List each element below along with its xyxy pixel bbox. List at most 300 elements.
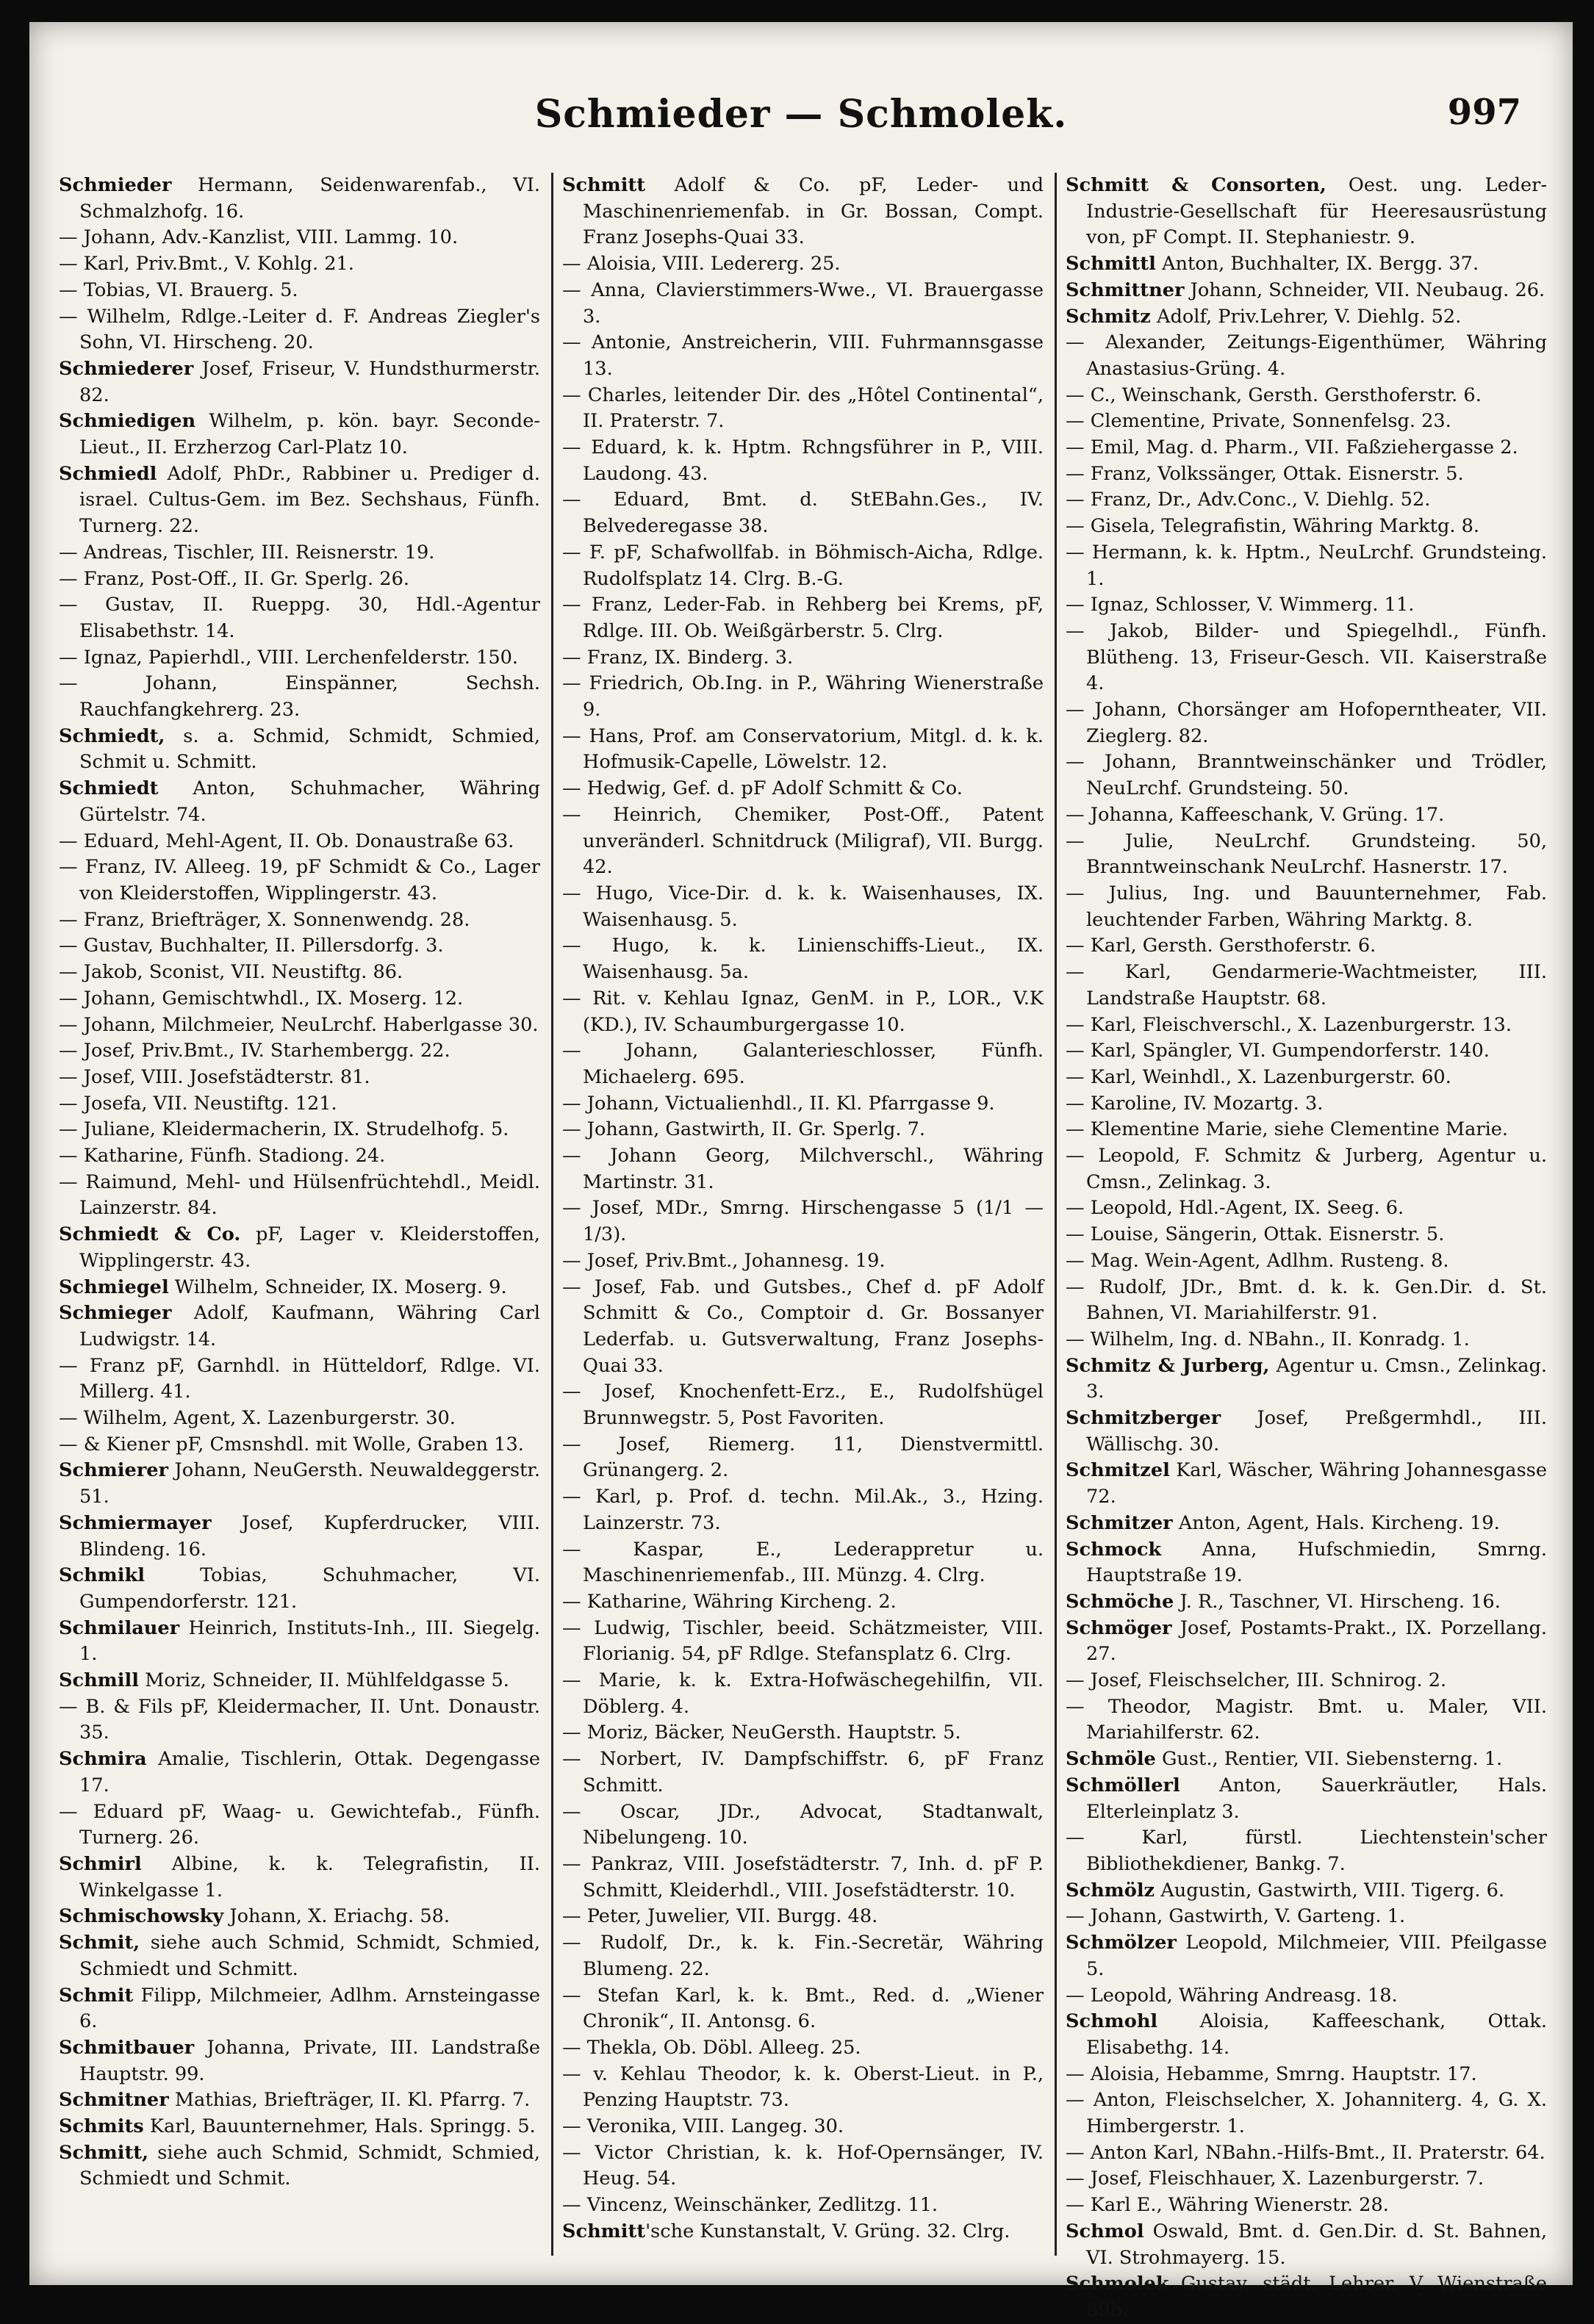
directory-entry <box>1066 2087 1547 2140</box>
entry-surname: Schmill <box>59 1669 139 1692</box>
entry-text: Gust., Rentier, VII. Siebensterng. 1. <box>1155 1748 1503 1771</box>
directory-entry <box>562 1852 1044 1904</box>
entry-text: — Anton, Fleischselcher, X. Johanniterg. 4, G. X. Himbergerstr. 1. <box>1066 2089 1547 2138</box>
directory-entry <box>59 1799 540 1852</box>
entry-text: Josef, Friseur, V. Hundsthurmerstr. 82. <box>79 357 540 406</box>
directory-entry <box>562 1117 1044 1143</box>
entry-text: — Johann, Galanterieschlosser, Fünfh. Michaelerg. 695. <box>562 1040 1044 1088</box>
directory-entry <box>59 1668 540 1694</box>
directory-entry <box>1066 960 1547 1012</box>
directory-entry <box>59 2035 540 2087</box>
directory-entry <box>59 1616 540 1668</box>
directory-entry <box>1066 1195 1547 1222</box>
entry-text: — Kaspar, E., Lederappretur u. Maschinenriemenfab., III. Münzg. 4. Clrg. <box>562 1538 1044 1587</box>
entry-text: — Karl E., Währing Wienerstr. 28. <box>1066 2194 1389 2217</box>
directory-entry <box>562 933 1044 985</box>
directory-entry <box>59 1694 540 1746</box>
entry-text: — Raimund, Mehl- und Hülsenfrüchtehdl., Meidl. Lainzerstr. 84. <box>59 1170 540 1220</box>
entry-text: — Aloisia, VIII. Ledererg. 25. <box>562 253 841 276</box>
directory-entry <box>1066 1012 1547 1039</box>
directory-entry <box>59 1746 540 1799</box>
directory-entry <box>1066 330 1547 382</box>
entry-text: — Vincenz, Weinschänker, Zedlitzg. 11. <box>562 2194 938 2217</box>
entry-text: — Johann, Einspänner, Sechsh. Rauchfangkehrerg. 23. <box>59 672 540 722</box>
directory-entry <box>1066 1117 1547 1143</box>
entry-text: — Wilhelm, Agent, X. Lazenburgerstr. 30. <box>59 1407 456 1430</box>
directory-entry <box>562 1930 1044 1982</box>
directory-entry <box>59 986 540 1012</box>
entry-text: — Katharine, Währing Kircheng. 2. <box>562 1590 897 1613</box>
entry-text: — Leopold, F. Schmitz & Jurberg, Agentur u. Cmsn., Zelinkag. 3. <box>1066 1145 1547 1193</box>
directory-entry <box>1066 304 1547 331</box>
entry-text: — Aloisia, Hebamme, Smrng. Hauptstr. 17. <box>1066 2062 1477 2085</box>
entry-text: — Johann, Gastwirth, V. Garteng. 1. <box>1066 1905 1406 1928</box>
entry-surname: Schmitt & Consorten, <box>1066 174 1326 196</box>
entry-text: — Josef, MDr., Smrng. Hirschengasse 5 (1/1 — 1/3). <box>562 1197 1044 1246</box>
entry-surname: Schmiedt & Co. <box>59 1223 241 1246</box>
entry-text: — Josefa, VII. Neustiftg. 121. <box>59 1092 337 1115</box>
entry-surname: Schmöche <box>1066 1590 1174 1613</box>
entry-text: — B. & Fils pF, Kleidermacher, II. Unt. Donaustr. 35. <box>59 1695 540 1744</box>
entry-text: — Franz, Briefträger, X. Sonnenwendg. 28. <box>59 908 470 931</box>
entry-text: — Hugo, k. k. Linienschiffs-Lieut., IX. Waisenhausg. 5a. <box>562 935 1044 984</box>
entry-text: — Hugo, Vice-Dir. d. k. k. Waisenhauses, IX. Waisenhausg. 5. <box>562 882 1044 931</box>
entry-text: Mathias, Briefträger, II. Kl. Pfarrg. 7. <box>168 2089 531 2112</box>
entry-text: — Moriz, Bäcker, NeuGersth. Hauptstr. 5. <box>562 1722 961 1744</box>
entry-surname: Schmitzberger <box>1066 1407 1221 1430</box>
entry-surname: Schmiederer <box>59 357 194 380</box>
entry-text: siehe auch Schmid, Schmidt, Schmied, Schmiedt und Schmit. <box>79 2141 540 2190</box>
directory-entry <box>59 671 540 723</box>
directory-entry <box>1066 1275 1547 1327</box>
entry-surname: Schmohl <box>1066 2010 1158 2033</box>
directory-entry <box>562 802 1044 881</box>
entry-surname: Schmilauer <box>59 1616 180 1639</box>
directory-entry <box>1066 173 1547 251</box>
entry-text: — Pankraz, VIII. Josefstädterstr. 7, Inh. d. pF P. Schmitt, Kleiderhdl., VIII. Josefstädterstr. 10. <box>562 1853 1044 1902</box>
directory-entry <box>562 2219 1044 2245</box>
entry-text: — Karl, Fleischverschl., X. Lazenburgerstr. 13. <box>1066 1013 1512 1036</box>
entry-text: — Josef, Fleischselcher, III. Schnirog. 2. <box>1066 1669 1447 1692</box>
entry-text: Anna, Hufschmiedin, Smrng. Hauptstraße 19. <box>1086 1538 1547 1587</box>
entry-surname: Schmiedt, <box>59 724 165 747</box>
entry-text: Adolf & Co. pF, Leder- und Maschinenriemenfab. in Gr. Bossan, Compt. Franz Josephs-Quai 33. <box>583 174 1044 249</box>
directory-entry <box>1066 749 1547 802</box>
directory-entry <box>1066 933 1547 960</box>
entry-surname: Schmieder <box>59 174 172 196</box>
entry-text: — Wilhelm, Rdlge.-Leiter d. F. Andreas Ziegler's Sohn, VI. Hirscheng. 20. <box>59 305 540 354</box>
directory-entry <box>1066 1773 1547 1825</box>
entry-surname: Schmira <box>59 1748 147 1771</box>
entry-text: — Josef, Fleischhauer, X. Lazenburgerstr. 7. <box>1066 2167 1484 2190</box>
directory-entry <box>59 278 540 304</box>
directory-entry <box>59 409 540 461</box>
entry-text: — Hans, Prof. am Conservatorium, Mitgl. d. k. k. Hofmusik-Capelle, Löwelstr. 12. <box>562 724 1044 774</box>
directory-entry <box>59 1091 540 1118</box>
directory-entry <box>562 1248 1044 1275</box>
entry-text: — Johann, Adv.-Kanzlist, VIII. Lammg. 10. <box>59 226 459 249</box>
entry-text: — Andreas, Tischler, III. Reisnerstr. 19. <box>59 541 435 564</box>
directory-entry <box>562 435 1044 487</box>
directory-entry <box>59 1222 540 1274</box>
directory-entry <box>1066 1065 1547 1091</box>
entry-surname: Schmikl <box>59 1564 145 1587</box>
directory-page <box>29 22 1573 2321</box>
entry-surname: Schmölzer <box>1066 1932 1177 1954</box>
entry-text: — Anna, Clavierstimmers-Wwe., VI. Brauergasse 3. <box>562 278 1044 328</box>
directory-entry <box>562 671 1044 723</box>
directory-entry <box>59 1065 540 1091</box>
entry-text: Wilhelm, p. kön. bayr. Seconde-Lieut., II. Erzherzog Carl-Platz 10. <box>79 410 540 459</box>
column-right <box>1066 173 1547 2321</box>
entry-text: — Leopold, Währing Andreasg. 18. <box>1066 1984 1398 2007</box>
directory-entry <box>562 2192 1044 2219</box>
entry-text: — Gustav, Buchhalter, II. Pillersdorfg. 3. <box>59 935 444 957</box>
directory-entry <box>1066 409 1547 435</box>
entry-text: — Mag. Wein-Agent, Adlhm. Rusteng. 8. <box>1066 1249 1449 1272</box>
entry-surname: Schmittner <box>1066 278 1185 301</box>
entry-surname: Schmitt <box>562 2220 646 2242</box>
entry-text: — Johann, Gastwirth, II. Gr. Sperlg. 7. <box>562 1118 926 1141</box>
entry-text: Anton, Buchhalter, IX. Bergg. 37. <box>1155 253 1479 276</box>
entry-text: Moriz, Schneider, II. Mühlfeldgasse 5. <box>138 1669 509 1692</box>
directory-entry <box>1066 1511 1547 1537</box>
entry-text: Anton, Sauerkräutler, Hals. Elterleinplatz 3. <box>1086 1774 1547 1823</box>
directory-entry <box>1066 2219 1547 2271</box>
directory-entry <box>59 1406 540 1432</box>
entry-text: Josef, Postamts-Prakt., IX. Porzellang. 27. <box>1086 1616 1547 1666</box>
entry-text: — Thekla, Ob. Döbl. Alleeg. 25. <box>562 2036 861 2059</box>
entry-surname: Schmiegel <box>59 1276 169 1298</box>
page-number: 997 <box>1447 92 1521 133</box>
entry-text: — Jakob, Bilder- und Spiegelhdl., Fünfh. Blütheng. 13, Friseur-Gesch. VII. Kaiserstraße 4. <box>1066 619 1547 695</box>
directory-entry <box>562 1038 1044 1090</box>
directory-entry <box>59 1275 540 1301</box>
entry-surname: Schmiedigen <box>59 410 196 433</box>
entry-text: — Josef, VIII. Josefstädterstr. 81. <box>59 1065 370 1088</box>
entry-text: Karl, Wäscher, Währing Johannesgasse 72. <box>1086 1459 1547 1508</box>
directory-entry <box>59 540 540 566</box>
entry-text: — Julie, NeuLrchf. Grundsteing. 50, Branntweinschank NeuLrchf. Hasnerstr. 17. <box>1066 830 1547 879</box>
directory-entry <box>562 1720 1044 1746</box>
directory-entry <box>1066 2009 1547 2061</box>
directory-entry <box>1066 2166 1547 2192</box>
entry-surname: Schmiedt <box>59 777 159 800</box>
entry-text: — Karl, Gersth. Gersthoferstr. 6. <box>1066 935 1376 957</box>
entry-text: — Gustav, II. Rueppg. 30, Hdl.-Agentur Elisabethstr. 14. <box>59 594 540 642</box>
entry-text: — Eduard, Bmt. d. StEBahn.Ges., IV. Belvederegasse 38. <box>562 489 1044 538</box>
entry-text: — Antonie, Anstreicherin, VIII. Fuhrmannsgasse 13. <box>562 331 1044 380</box>
directory-entry <box>1066 487 1547 514</box>
entry-text: Albine, k. k. Telegrafistin, II. Winkelgasse 1. <box>79 1853 540 1902</box>
entry-text: — Johann Georg, Milchverschl., Währing Martinstr. 31. <box>562 1145 1044 1193</box>
directory-entry <box>1066 2271 1547 2323</box>
entry-surname: Schmitner <box>59 2089 169 2112</box>
entry-text: — Theodor, Magistr. Bmt. u. Maler, VII. Mariahilferstr. 62. <box>1066 1695 1547 1744</box>
directory-entry <box>59 592 540 644</box>
directory-entry <box>1066 1091 1547 1118</box>
entry-text: — & Kiener pF, Cmsnshdl. mit Wolle, Graben 13. <box>59 1433 524 1456</box>
directory-entry <box>562 1275 1044 1380</box>
directory-entry <box>1066 1930 1547 1982</box>
entry-text: — v. Kehlau Theodor, k. k. Oberst-Lieut. in P., Penzing Hauptstr. 73. <box>562 2062 1044 2112</box>
directory-entry <box>1066 1038 1547 1065</box>
entry-text: — Veronika, VIII. Langeg. 30. <box>562 2115 844 2138</box>
entry-text: Heinrich, Instituts-Inh., III. Siegelg. 1. <box>79 1616 540 1666</box>
entry-text: — Karoline, IV. Mozartg. 3. <box>1066 1092 1324 1115</box>
directory-entry <box>59 356 540 409</box>
column-divider <box>1055 173 1057 2256</box>
entry-text: Wilhelm, Schneider, IX. Moserg. 9. <box>168 1276 507 1298</box>
directory-entry <box>59 1117 540 1143</box>
entry-text: — Marie, k. k. Extra-Hofwäschegehilfin, VII. Döblerg. 4. <box>562 1669 1044 1718</box>
directory-entry <box>1066 1694 1547 1746</box>
entry-text: Johanna, Private, III. Landstraße Hauptstr. 99. <box>79 2036 540 2085</box>
directory-entry <box>562 1616 1044 1668</box>
directory-entry <box>59 1300 540 1353</box>
directory-entry <box>562 1195 1044 1248</box>
entry-text: — Oscar, JDr., Advocat, Stadtanwalt, Nibelungeng. 10. <box>562 1800 1044 1849</box>
entry-text: — Victor Christian, k. k. Hof-Opernsänger, IV. Heug. 54. <box>562 2141 1044 2190</box>
directory-entry <box>59 1038 540 1065</box>
directory-entry <box>59 173 540 225</box>
directory-entry <box>1066 1353 1547 1406</box>
directory-entry <box>562 251 1044 278</box>
entry-surname: Schmiermayer <box>59 1511 212 1534</box>
directory-entry <box>59 829 540 855</box>
entry-surname: Schmieger <box>59 1302 172 1325</box>
entry-surname: Schmitt <box>562 174 646 196</box>
directory-entry <box>1066 1327 1547 1353</box>
directory-entry <box>59 1012 540 1039</box>
entry-text: — Rit. v. Kehlau Ignaz, GenM. in P., LOR., V.K (KD.), IV. Schaumburgergasse 10. <box>562 987 1044 1036</box>
entry-text: Gustav, städt. Lehrer, V. Wienstraße 89b. <box>1086 2273 1547 2321</box>
directory-entry <box>1066 278 1547 304</box>
entry-text: — Karl, fürstl. Liechtenstein'scher Bibliothekdiener, Bankg. 7. <box>1066 1827 1547 1875</box>
directory-entry <box>59 566 540 593</box>
directory-entry <box>562 540 1044 592</box>
directory-entry <box>59 1432 540 1458</box>
directory-entry <box>1066 1878 1547 1904</box>
entry-text: Filipp, Milchmeier, Adlhm. Arnsteingasse 6. <box>79 1984 540 2033</box>
directory-entry <box>59 960 540 986</box>
entry-surname: Schmitt, <box>59 2141 149 2164</box>
directory-entry <box>562 2114 1044 2140</box>
entry-text: — Eduard, Mehl-Agent, II. Ob. Donaustraße 63. <box>59 830 514 852</box>
entry-surname: Schmittl <box>1066 253 1156 276</box>
entry-surname: Schmölz <box>1066 1879 1155 1902</box>
directory-entry <box>1066 1248 1547 1275</box>
directory-entry <box>59 2114 540 2140</box>
entry-text: Aloisia, Kaffeeschank, Ottak. Elisabethg. 14. <box>1086 2010 1547 2059</box>
directory-entry <box>562 1379 1044 1431</box>
directory-entry <box>562 330 1044 382</box>
entry-text: — Eduard pF, Waag- u. Gewichtefab., Fünfh. Turnerg. 26. <box>59 1800 540 1849</box>
directory-entry <box>59 1458 540 1510</box>
entry-text: — Katharine, Fünfh. Stadiong. 24. <box>59 1145 386 1168</box>
directory-entry <box>59 1930 540 1982</box>
directory-entry <box>562 1589 1044 1616</box>
directory-entry <box>59 1170 540 1222</box>
entry-text: — Hermann, k. k. Hptm., NeuLrchf. Grundsteing. 1. <box>1066 541 1547 590</box>
entry-text: J. R., Taschner, VI. Hirscheng. 16. <box>1174 1590 1501 1613</box>
directory-entry <box>562 1484 1044 1536</box>
entry-text: — Norbert, IV. Dampfschiffstr. 6, pF Franz Schmitt. <box>562 1748 1044 1796</box>
directory-entry <box>1066 1616 1547 1668</box>
directory-entry <box>1066 881 1547 933</box>
column-middle <box>562 173 1044 2256</box>
directory-entry <box>59 461 540 540</box>
directory-entry <box>1066 592 1547 619</box>
directory-entry <box>59 776 540 828</box>
directory-entry <box>562 2035 1044 2062</box>
entry-text: Johann, NeuGersth. Neuwaldeggerstr. 51. <box>79 1459 540 1508</box>
directory-entry <box>59 1511 540 1563</box>
directory-entry <box>59 1143 540 1170</box>
entry-text: — Josef, Priv.Bmt., Johannesg. 19. <box>562 1249 886 1272</box>
directory-entry <box>562 986 1044 1038</box>
running-title: Schmieder — Schmolek. <box>534 92 1068 137</box>
entry-text: — Charles, leitender Dir. des „Hôtel Continental“, II. Praterstr. 7. <box>562 384 1044 433</box>
columns <box>59 173 1547 2321</box>
directory-entry <box>1066 619 1547 697</box>
entry-text: — Clementine, Private, Sonnenfelsg. 23. <box>1066 410 1451 433</box>
directory-entry <box>562 1668 1044 1720</box>
directory-entry <box>562 487 1044 539</box>
entry-text: — Franz, IV. Alleeg. 19, pF Schmidt & Co., Lager von Kleiderstoffen, Wipplingerstr. 43. <box>59 856 540 904</box>
entry-surname: Schmöle <box>1066 1748 1156 1771</box>
entry-text: — F. pF, Schafwollfab. in Böhmisch-Aicha, Rdlge. Rudolfsplatz 14. Clrg. B.-G. <box>562 541 1044 590</box>
entry-surname: Schmiedl <box>59 462 157 485</box>
directory-entry <box>562 1537 1044 1589</box>
directory-entry <box>562 645 1044 672</box>
entry-text: — Klementine Marie, siehe Clementine Marie. <box>1066 1118 1509 1141</box>
directory-entry <box>562 776 1044 802</box>
entry-text: Oswald, Bmt. d. Gen.Dir. d. St. Bahnen, VI. Strohmayerg. 15. <box>1086 2220 1547 2269</box>
entry-text: — Franz, Leder-Fab. in Rehberg bei Krems, pF, Rdlge. III. Ob. Weißgärberstr. 5. Clrg. <box>562 594 1044 642</box>
entry-text: — Stefan Karl, k. k. Bmt., Red. d. „Wiener Chronik“, II. Antonsg. 6. <box>562 1984 1044 2033</box>
directory-entry <box>1066 1143 1547 1195</box>
entry-surname: Schmol <box>1066 2220 1144 2242</box>
entry-text: s. a. Schmid, Schmidt, Schmied, Schmit u. Schmitt. <box>79 724 540 774</box>
entry-text: — C., Weinschank, Gersth. Gersthoferstr. 6. <box>1066 384 1482 406</box>
entry-surname: Schmitz & Jurberg, <box>1066 1354 1270 1377</box>
entry-surname: Schmöllerl <box>1066 1774 1180 1796</box>
entry-surname: Schmischowsky <box>59 1905 224 1928</box>
entry-surname: Schmitbauer <box>59 2036 195 2059</box>
entry-text: — Tobias, VI. Brauerg. 5. <box>59 278 298 301</box>
directory-entry <box>59 1563 540 1615</box>
directory-entry <box>1066 697 1547 749</box>
directory-entry <box>1066 1589 1547 1616</box>
directory-entry <box>562 724 1044 776</box>
entry-text: Agentur u. Cmsn., Zelinkag. 3. <box>1086 1354 1547 1403</box>
entry-text: — Louise, Sängerin, Ottak. Eisnerstr. 5. <box>1066 1223 1445 1246</box>
entry-surname: Schmirl <box>59 1853 142 1875</box>
directory-entry <box>562 1746 1044 1799</box>
directory-entry <box>59 225 540 251</box>
entry-text: Amalie, Tischlerin, Ottak. Degengasse 17. <box>79 1748 540 1796</box>
directory-entry <box>1066 802 1547 829</box>
entry-text: — Ignaz, Schlosser, V. Wimmerg. 11. <box>1066 594 1415 616</box>
entry-surname: Schmits <box>59 2115 144 2138</box>
directory-entry <box>1066 1222 1547 1248</box>
entry-text: Anton, Agent, Hals. Kircheng. 19. <box>1172 1511 1500 1534</box>
column-divider <box>551 173 553 2256</box>
page-header <box>29 92 1573 151</box>
directory-entry <box>1066 251 1547 278</box>
entry-text: — Leopold, Hdl.-Agent, IX. Seeg. 6. <box>1066 1197 1404 1220</box>
entry-text: — Rudolf, JDr., Bmt. d. k. k. Gen.Dir. d. St. Bahnen, VI. Mariahilferstr. 91. <box>1066 1276 1547 1325</box>
entry-text: — Ludwig, Tischler, beeid. Schätzmeister, VIII. Florianig. 54, pF Rdlge. Stefansplatz 6. Clrg. <box>562 1616 1044 1666</box>
entry-text: — Jakob, Sconist, VII. Neustiftg. 86. <box>59 961 403 984</box>
entry-text: siehe auch Schmid, Schmidt, Schmied, Schmiedt und Schmitt. <box>79 1932 540 1980</box>
directory-entry <box>1066 1668 1547 1694</box>
entry-text: — Franz, Volkssänger, Ottak. Eisnerstr. 5. <box>1066 462 1464 485</box>
entry-text: Augustin, Gastwirth, VIII. Tigerg. 6. <box>1155 1879 1505 1902</box>
entry-surname: Schmierer <box>59 1459 169 1482</box>
entry-text: — Ignaz, Papierhdl., VIII. Lerchenfelderstr. 150. <box>59 646 519 669</box>
directory-entry <box>1066 1904 1547 1930</box>
directory-entry <box>562 881 1044 933</box>
directory-entry <box>1066 1458 1547 1510</box>
entry-text: — Emil, Mag. d. Pharm., VII. Faßziehergasse 2. <box>1066 436 1518 459</box>
directory-entry <box>59 1353 540 1406</box>
directory-entry <box>562 1799 1044 1852</box>
entry-text: — Rudolf, Dr., k. k. Fin.-Secretär, Währing Blumeng. 22. <box>562 1932 1044 1980</box>
entry-text: Karl, Bauunternehmer, Hals. Springg. 5. <box>143 2115 536 2138</box>
entry-text: Oest. ung. Leder-Industrie-Gesellschaft für Heeresausrüstung von, pF Compt. II. Stephaniestr. 9. <box>1086 174 1547 249</box>
entry-text: — Wilhelm, Ing. d. NBahn., II. Konradg. 1. <box>1066 1328 1470 1350</box>
entry-text: — Friedrich, Ob.Ing. in P., Währing Wienerstraße 9. <box>562 672 1044 722</box>
entry-surname: Schmitz <box>1066 305 1151 328</box>
entry-surname: Schmolek <box>1066 2273 1169 2295</box>
directory-entry <box>562 2062 1044 2114</box>
entry-text: — Franz, Post-Off., II. Gr. Sperlg. 26. <box>59 567 410 590</box>
directory-entry <box>59 1983 540 2035</box>
directory-entry <box>562 1983 1044 2035</box>
entry-text: Leopold, Milchmeier, VIII. Pfeilgasse 5. <box>1086 1932 1547 1980</box>
directory-entry <box>562 1432 1044 1484</box>
directory-entry <box>1066 1537 1547 1589</box>
directory-entry <box>59 907 540 934</box>
entry-surname: Schmit <box>59 1984 134 2007</box>
entry-surname: Schmitzer <box>1066 1511 1173 1534</box>
directory-entry <box>562 1143 1044 1195</box>
entry-text: — Josef, Priv.Bmt., IV. Starhembergg. 22. <box>59 1040 450 1062</box>
entry-text: — Anton Karl, NBahn.-Hilfs-Bmt., II. Praterstr. 64. <box>1066 2141 1545 2164</box>
directory-entry <box>1066 1825 1547 1877</box>
entry-text: — Karl, Weinhdl., X. Lazenburgerstr. 60. <box>1066 1065 1451 1088</box>
directory-entry <box>1066 829 1547 881</box>
entry-text: — Alexander, Zeitungs-Eigenthümer, Währing Anastasius-Grüng. 4. <box>1066 331 1547 380</box>
entry-text: pF, Lager v. Kleiderstoffen, Wipplingerstr. 43. <box>79 1223 540 1272</box>
entry-surname: Schmitzel <box>1066 1459 1170 1482</box>
entry-text: Johann, X. Eriachg. 58. <box>223 1905 450 1928</box>
directory-entry <box>1066 1983 1547 2010</box>
entry-text: — Josef, Riemerg. 11, Dienstvermittl. Grünangerg. 2. <box>562 1433 1044 1482</box>
entry-text: — Johann, Chorsänger am Hofoperntheater, VII. Zieglerg. 82. <box>1066 699 1547 747</box>
directory-entry <box>1066 2140 1547 2167</box>
entry-text: Adolf, Priv.Lehrer, V. Diehlg. 52. <box>1150 305 1462 328</box>
entry-text: — Eduard, k. k. Hptm. Rchngsführer in P., VIII. Laudong. 43. <box>562 436 1044 485</box>
entry-text: Tobias, Schuhmacher, VI. Gumpendorferstr. 121. <box>79 1564 540 1613</box>
entry-text: — Karl, Gendarmerie-Wachtmeister, III. Landstraße Hauptstr. 68. <box>1066 961 1547 1010</box>
entry-text: Anton, Schuhmacher, Währing Gürtelstr. 74. <box>79 777 540 826</box>
entry-text: — Juliane, Kleidermacherin, IX. Strudelhofg. 5. <box>59 1118 509 1141</box>
entry-text: Adolf, Kaufmann, Währing Carl Ludwigstr. 14. <box>79 1302 540 1350</box>
directory-entry <box>1066 1406 1547 1458</box>
